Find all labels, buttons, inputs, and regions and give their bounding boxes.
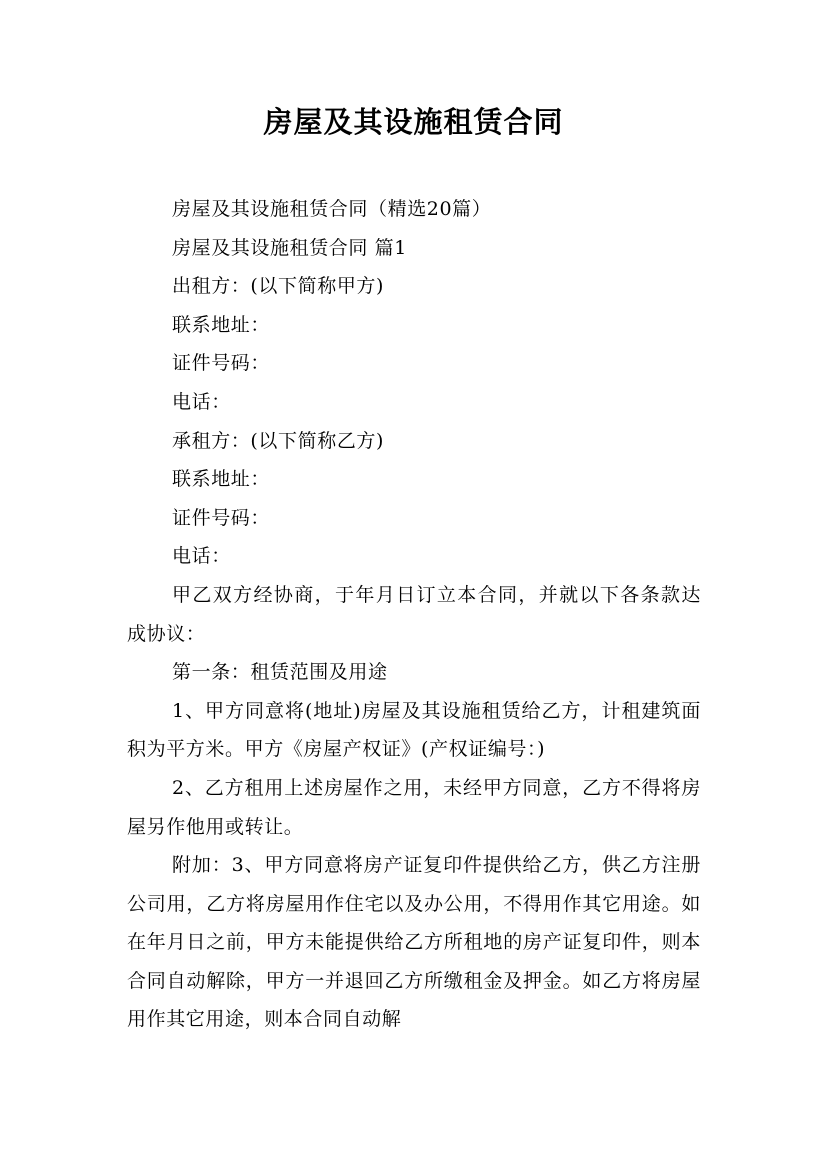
paragraph-clause-1: 1、甲方同意将(地址)房屋及其设施租赁给乙方，计租建筑面积为平方米。甲方《房屋产权证》(产权证编号：) xyxy=(127,699,701,761)
paragraph-lessee-id: 证件号码： xyxy=(172,506,271,529)
paragraph-article-one-heading: 第一条：租赁范围及用途 xyxy=(172,661,388,684)
paragraph-lessor-address: 联系地址： xyxy=(172,313,271,336)
paragraph-lessee-phone: 电话： xyxy=(172,545,231,568)
document-title: 房屋及其设施租赁合同 xyxy=(263,105,564,139)
paragraph-lessor-id: 证件号码： xyxy=(172,352,271,375)
paragraph-agreement-intro: 甲乙双方经协商，于年月日订立本合同，并就以下各条款达成协议： xyxy=(127,583,701,645)
document-body xyxy=(127,190,701,1039)
paragraph-lessor: 出租方：(以下简称甲方) xyxy=(172,275,385,298)
paragraph-collection-heading: 房屋及其设施租赁合同（精选20篇） xyxy=(172,198,492,220)
paragraph-clause-2: 2、乙方租用上述房屋作之用，未经甲方同意，乙方不得将房屋另作他用或转让。 xyxy=(127,776,701,838)
paragraph-lessee: 承租方：(以下简称乙方) xyxy=(172,429,385,452)
paragraph-clause-3: 附加：3、甲方同意将房产证复印件提供给乙方，供乙方注册公司用，乙方将房屋用作住宅以及办公用，不得用作其它用途。如在年月日之前，甲方未能提供给乙方所租地的房产证复印件，则本合同自动解除，甲方一并退回乙方所缴租金及押金。如乙方将房屋用作其它用途，则本合同自动解 xyxy=(127,854,701,1031)
paragraph-lessor-phone: 电话： xyxy=(172,390,231,413)
paragraph-lessee-address: 联系地址： xyxy=(172,468,271,491)
paragraph-article-heading: 房屋及其设施租赁合同 篇1 xyxy=(172,236,407,259)
